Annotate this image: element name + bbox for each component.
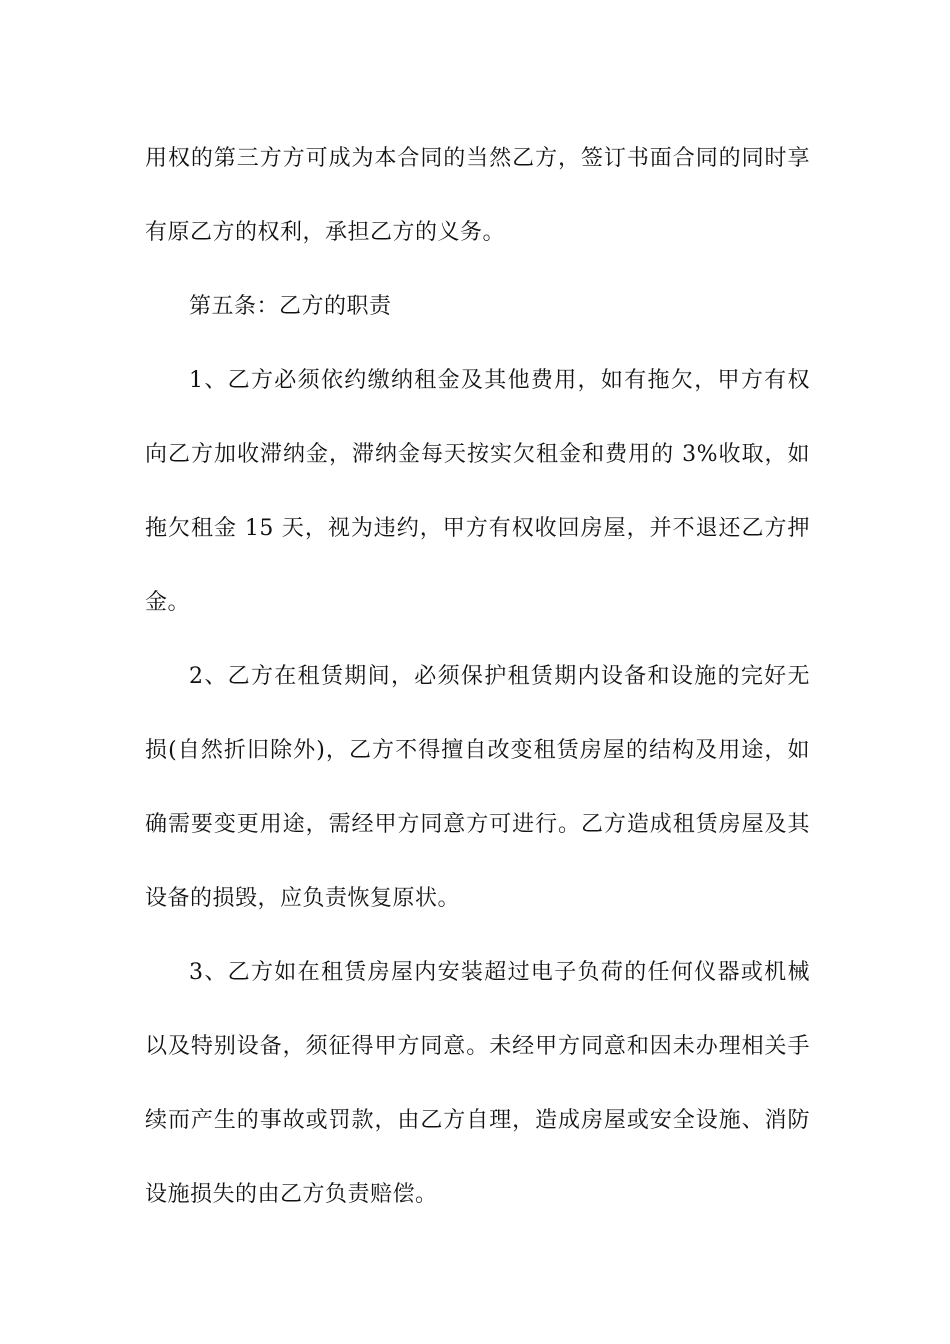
clause-2-paragraph: 2、乙方在租赁期间，必须保护租赁期内设备和设施的完好无损(自然折旧除外)，乙方不得擅自改变租赁房屋的结构及用途，如确需要变更用途，需经甲方同意方可进行。乙方造成租赁房屋及其设备的损毁，应负责恢复原状。 bbox=[145, 664, 810, 911]
continuation-paragraph: 用权的第三方方可成为本合同的当然乙方，签订书面合同的同时享有原乙方的权利，承担乙方的义务。 bbox=[145, 146, 810, 245]
article-five-heading: 第五条：乙方的职责 bbox=[189, 294, 392, 319]
clause-3-paragraph: 3、乙方如在租赁房屋内安装超过电子负荷的任何仪器或机械以及特别设备，须征得甲方同意。未经甲方同意和因未办理相关手续而产生的事故或罚款，由乙方自理，造成房屋或安全设施、消防设施损失的由乙方负责赔偿。 bbox=[145, 960, 810, 1207]
contract-text bbox=[145, 122, 810, 1232]
clause-1-paragraph: 1、乙方必须依约缴纳租金及其他费用，如有拖欠，甲方有权向乙方加收滞纳金，滞纳金每天按实欠租金和费用的 3%收取，如拖欠租金 15 天，视为违约，甲方有权收回房屋，并不退还乙方押金。 bbox=[145, 368, 810, 615]
